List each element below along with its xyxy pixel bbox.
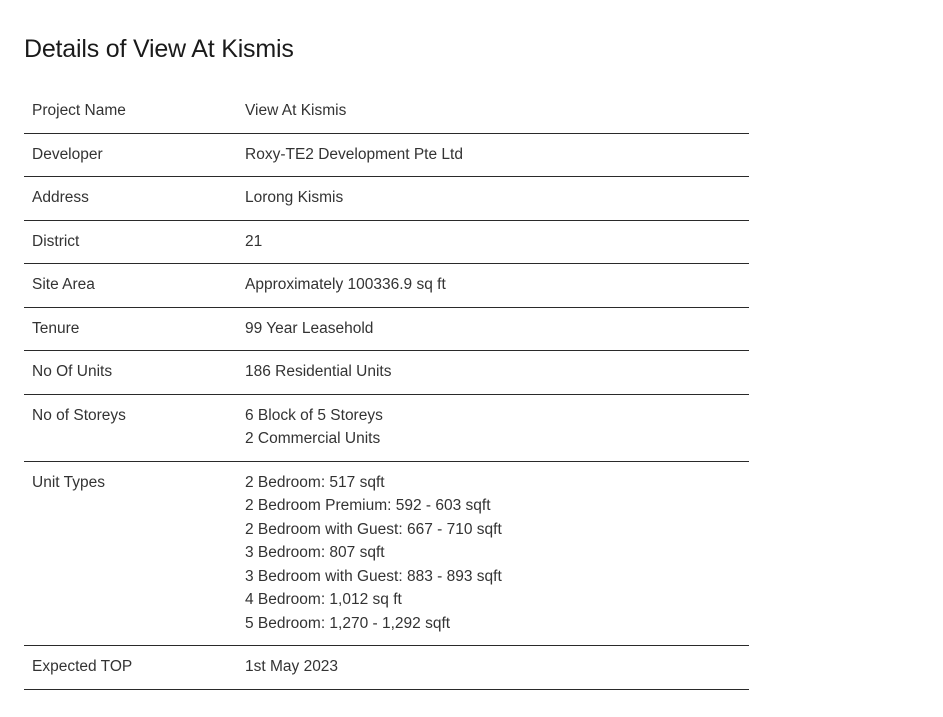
value-line: 1st May 2023 (245, 658, 339, 675)
value-line: Roxy-TE2 Development Pte Ltd (245, 145, 463, 163)
table-row (24, 351, 749, 395)
value-line: 2 Bedroom with Guest: 667 - 710 sqft (245, 520, 502, 538)
row-value (237, 90, 749, 133)
table-row (24, 90, 749, 133)
project-details-table (24, 90, 749, 690)
table-row (24, 646, 749, 690)
row-label: Site Area (24, 264, 237, 308)
table-row (24, 264, 749, 308)
table-row (24, 394, 749, 461)
row-value (237, 351, 749, 395)
value-line: Lorong Kismis (245, 189, 344, 206)
row-label: Project Name (24, 90, 237, 133)
row-value (237, 220, 749, 264)
row-value (237, 264, 749, 308)
value-line: 21 (245, 232, 263, 250)
row-value (237, 307, 749, 351)
value-line: 2 Bedroom: 517 sqft (245, 473, 385, 491)
value-line: 4 Bedroom: 1,012 sq ft (245, 591, 402, 608)
value-line: Approximately 100336.9 sq ft (245, 276, 446, 293)
row-label: No of Storeys (24, 394, 237, 461)
value-line: 99 Year Leasehold (245, 319, 374, 337)
value-line: 186 Residential Units (245, 363, 392, 380)
row-label: Developer (24, 133, 237, 177)
row-value (237, 394, 749, 461)
value-line: 3 Bedroom: 807 sqft (245, 544, 385, 561)
table-row (24, 220, 749, 264)
row-value (237, 646, 749, 690)
row-label: No Of Units (24, 351, 237, 395)
value-line: 2 Bedroom Premium: 592 - 603 sqft (245, 497, 491, 514)
row-value (237, 461, 749, 646)
row-label: Tenure (24, 307, 237, 351)
value-line: 3 Bedroom with Guest: 883 - 893 sqft (245, 567, 502, 585)
value-line: 6 Block of 5 Storeys (245, 406, 383, 424)
row-label: Unit Types (24, 461, 237, 646)
table-row (24, 461, 749, 646)
table-row (24, 133, 749, 177)
row-label: Expected TOP (24, 646, 237, 690)
row-label: Address (24, 177, 237, 221)
value-line: 5 Bedroom: 1,270 - 1,292 sqft (245, 614, 451, 632)
row-value (237, 133, 749, 177)
table-row (24, 307, 749, 351)
row-value (237, 177, 749, 221)
value-line: 2 Commercial Units (245, 430, 381, 447)
row-label: District (24, 220, 237, 264)
page-title: Details of View At Kismis (24, 35, 294, 63)
details-table-body (24, 90, 749, 689)
table-row (24, 177, 749, 221)
value-line: View At Kismis (245, 102, 347, 119)
